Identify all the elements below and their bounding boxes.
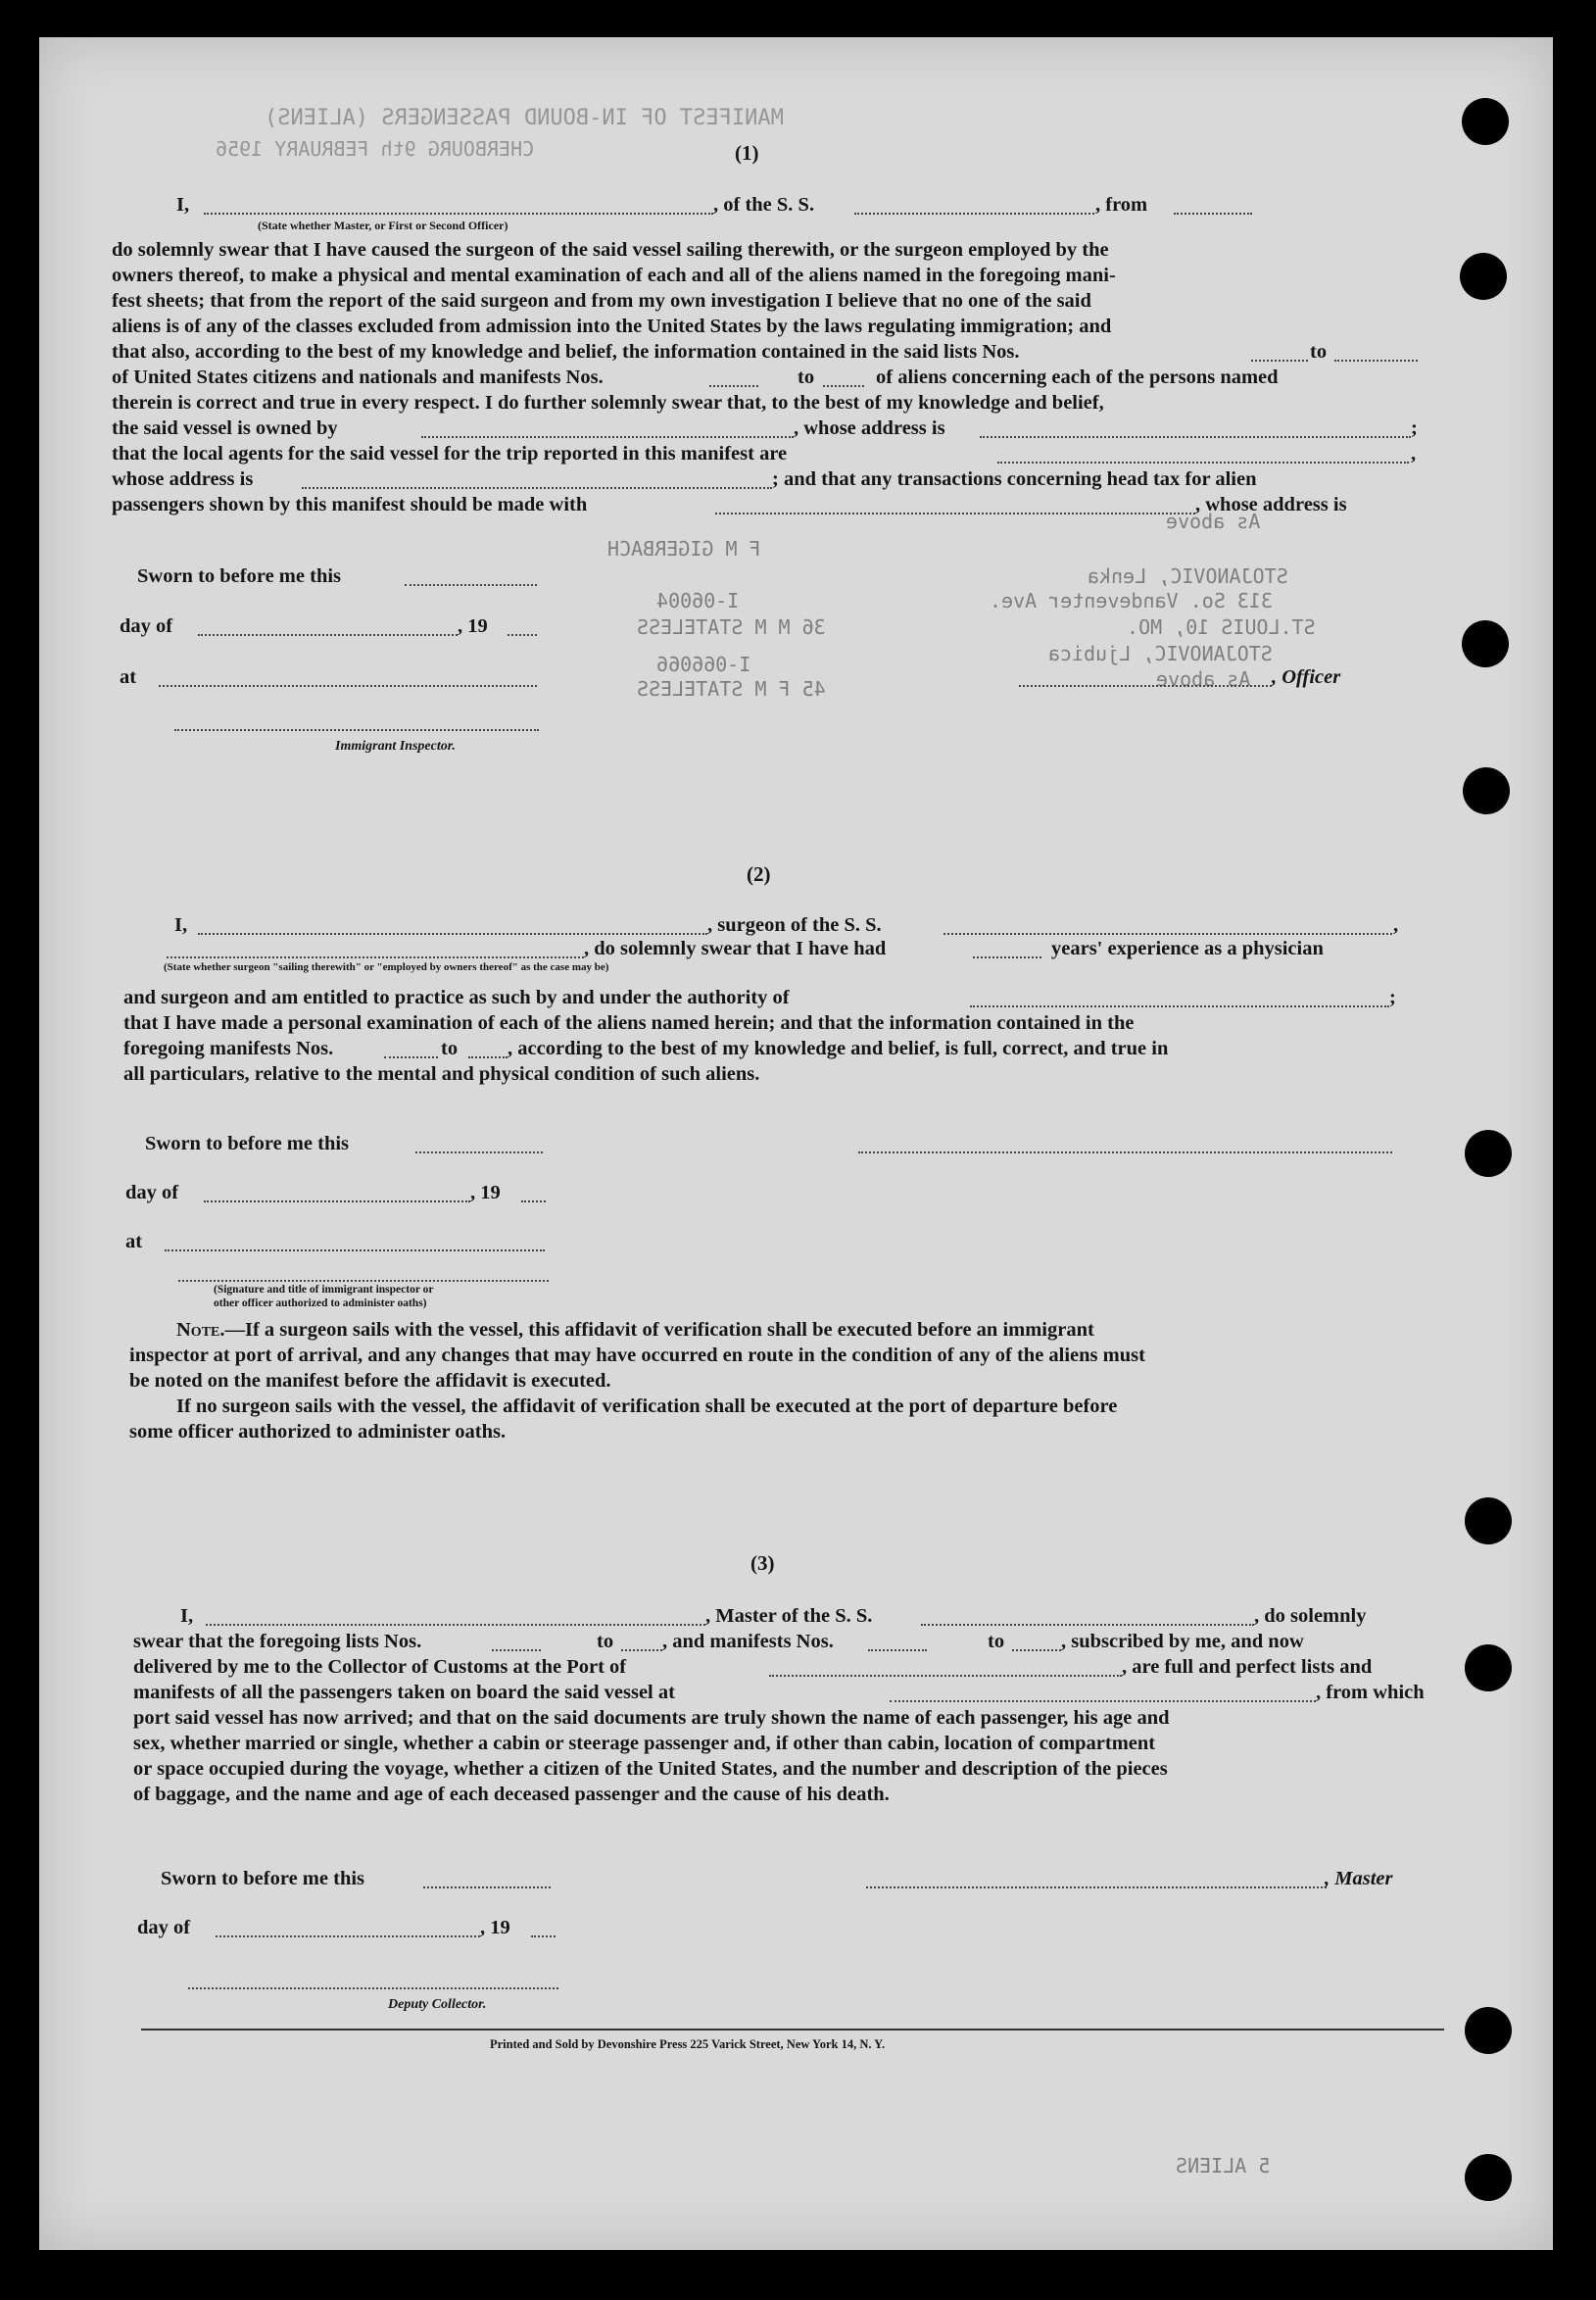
section2-body-line: and surgeon and am entitled to practice as such by and under the authority of [123,987,790,1008]
section1-body-line: that the local agents for the said vessel for the trip reported in this manifest are [112,443,788,465]
year-label: , 19 [458,615,488,637]
master-label: , Master [1325,1868,1393,1889]
bleed-through-text: I-066066 [656,653,751,676]
section1-body-line: owners thereof, to make a physical and mental examination of each and all of the aliens named in the foregoing mani- [112,265,1116,286]
bleed-through-text: I-06004 [656,589,740,612]
section3-body-line: of baggage, and the name and age of each deceased passenger and the cause of his death. [133,1784,890,1805]
to-word: to [798,367,815,388]
surgeon-name-field[interactable] [198,919,707,935]
sworn-label: Sworn to before me this [161,1868,365,1889]
section3-line1-master: , Master of the S. S. [705,1605,873,1627]
vessel-field[interactable] [854,199,1094,215]
section1-body-line: that also, according to the best of my knowledge and belief, the information contained in the said lists Nos. [112,341,1020,363]
section3-body-line: manifests of all the passengers taken on board the said vessel at [133,1682,675,1703]
section-number: (1) [735,141,759,165]
to-word: to [988,1631,1005,1652]
bleed-through-header-date: CHERBOURG 9th FEBRUARY 1956 [216,137,535,161]
section3-line1-i: I, [180,1605,194,1627]
note-text: —If a surgeon sails with the vessel, this affidavit of verification shall be executed before an immigrant [224,1319,1094,1341]
inspector-signature-line[interactable] [178,1280,549,1282]
owner-field[interactable] [421,422,794,438]
note-line: inspector at port of arrival, and any changes that may have occurred en route in the condition of any of the aliens must [129,1345,1145,1366]
bleed-through-text: 5 ALIENS [1176,2154,1271,2178]
punch-hole [1465,1644,1512,1691]
s3-lists-to-field[interactable] [621,1636,662,1651]
section1-line1-i: I, [176,194,190,216]
note2-line: If no surgeon sails with the vessel, the affidavit of verification shall be executed at the port of departure before [176,1395,1118,1417]
punch-hole [1462,98,1509,145]
note-line [176,1317,1094,1343]
subscribed-text: , subscribed by me, and now [1061,1631,1304,1652]
sworn-date-field[interactable] [423,1873,551,1888]
officer-signature-field[interactable] [1019,671,1272,687]
head-tax-party-field[interactable] [715,499,1195,514]
at-label: at [120,666,137,688]
bleed-through-text: 45 F M STATELESS [637,677,826,701]
semicolon: ; [1411,417,1418,439]
comma: , [1411,443,1417,465]
section2-line1-surgeon: , surgeon of the S. S. [707,914,882,936]
deputy-collector-caption: Deputy Collector. [388,1997,487,2012]
section1-body-line: do solemnly swear that I have caused the surgeon of the said vessel sailing therewith, or the surgeon employed by the [112,239,1109,261]
punch-hole [1465,1497,1512,1544]
year-field[interactable] [531,1922,556,1937]
section2-line1-i: I, [174,914,188,936]
section3-body-line: port said vessel has now arrived; and that on the said documents are truly shown the name of each passenger, his age and [133,1707,1170,1729]
section2-body-line: foregoing manifests Nos. [123,1038,334,1059]
printer-imprint: Printed and Sold by Devonshire Press 225 Varick Street, New York 14, N. Y. [490,2037,886,2051]
section1-line1-from: , from [1095,194,1148,216]
bleed-through-header: MANIFEST OF IN-BOUND PASSENGERS (ALIENS) [265,106,784,130]
port-field[interactable] [769,1661,1122,1677]
section1-line1-of: , of the S. S. [713,194,815,216]
section1-body-line: fest sheets; that from the report of the said surgeon and from my own investigation I believe that no one of the said [112,290,1091,312]
and-manifests-text: , and manifests Nos. [662,1631,834,1652]
s3-lists-from-field[interactable] [492,1636,541,1651]
lists-from-field[interactable] [1251,346,1308,362]
section1-body-line: the said vessel is owned by [112,417,338,439]
bleed-through-text: 313 So. Vandeventer Ave. [990,589,1273,612]
s3-manifests-from-field[interactable] [868,1636,927,1651]
to-word: to [441,1038,459,1059]
surgeon-signature-field[interactable] [858,1138,1392,1153]
whose-address-text: , whose address is [1195,494,1347,515]
section2-line2-swear: , do solemnly swear that I have had [584,938,887,959]
according-text: , according to the best of my knowledge and belief, is full, correct, and true in [508,1038,1169,1059]
note-line: be noted on the manifest before the affidavit is executed. [129,1370,611,1392]
sworn-date-field[interactable] [405,570,537,586]
bleed-through-text: As above [1156,667,1251,691]
punch-hole [1462,620,1509,667]
s2-manifests-from-field[interactable] [384,1043,438,1058]
at-field[interactable] [165,1236,545,1251]
agents-address-field[interactable] [302,473,772,489]
section1-body-line: of United States citizens and nationals and manifests Nos. [112,367,604,388]
manifests-from-field[interactable] [709,371,758,387]
surgeon-vessel-field[interactable] [943,919,1392,935]
to-word: to [1310,341,1328,363]
section3-body-line: or space occupied during the voyage, whether a citizen of the United States, and the number and description of the pieces [133,1758,1168,1780]
day-of-label: day of [120,615,173,637]
master-signature-field[interactable] [866,1873,1327,1888]
section3-line1-swear: , do solemnly [1254,1605,1367,1627]
section1-body-line: aliens is of any of the classes excluded from admission into the United States by the laws regulating immigration; and [112,316,1112,337]
day-of-label: day of [137,1917,191,1938]
to-word: to [597,1631,614,1652]
surgeon-type-field[interactable] [167,943,584,958]
inspector-caption: Immigrant Inspector. [335,739,456,754]
s3-manifests-to-field[interactable] [1012,1636,1061,1651]
bleed-through-text: STOJANOVIC, Ljubica [1048,642,1273,665]
agents-field[interactable] [997,448,1409,464]
sworn-label: Sworn to before me this [145,1133,350,1154]
footer-rule [141,2029,1444,2031]
from-which-text: , from which [1316,1682,1425,1703]
section2-body-line: that I have made a personal examination of each of the aliens named herein; and that the information contained in the [123,1012,1135,1034]
punch-hole [1463,767,1510,814]
surgeon-caption: (State whether surgeon "sailing therewith" or "employed by owners thereof" as the case may be) [164,961,609,973]
year-label: , 19 [470,1182,501,1203]
owner-address-field[interactable] [980,422,1411,438]
s2-manifests-to-field[interactable] [468,1043,508,1058]
manifests-to-field[interactable] [823,371,864,387]
bleed-through-text: 36 M M STATELESS [637,615,826,639]
section3-body-line: swear that the foregoing lists Nos. [133,1631,422,1652]
head-tax-text: ; and that any transactions concerning head tax for alien [772,468,1257,490]
sworn-date-field[interactable] [415,1138,543,1153]
day-of-field[interactable] [216,1922,480,1937]
section3-body-line: delivered by me to the Collector of Customs at the Port of [133,1656,627,1678]
deputy-collector-signature-line[interactable] [188,1987,558,1989]
section-number: (2) [747,862,771,886]
full-perfect-text: , are full and perfect lists and [1122,1656,1373,1678]
section3-body-line: sex, whether married or single, whether a cabin or steerage passenger and, if other than cabin, location of compartment [133,1733,1156,1754]
punch-hole [1465,1130,1512,1177]
officer-field[interactable] [204,199,713,215]
whose-address-text: , whose address is [794,417,945,439]
years-field[interactable] [973,943,1041,958]
year-label: , 19 [480,1917,510,1938]
sworn-label: Sworn to before me this [137,565,342,587]
authority-field[interactable] [970,992,1389,1007]
day-of-field[interactable] [198,620,458,636]
bleed-through-text: ST.LOUIS 10, MO. [1127,615,1316,639]
day-of-label: day of [125,1182,179,1203]
bleed-through-text: STOJANOVIC, Lenka [1088,564,1288,588]
section2-line2-years: years' experience as a physician [1051,938,1324,959]
master-name-field[interactable] [206,1610,705,1626]
concerning-text: of aliens concerning each of the persons named [876,367,1279,388]
officer-caption: (State whether Master, or First or Second Officer) [258,219,508,232]
year-field[interactable] [521,1187,546,1202]
master-vessel-field[interactable] [921,1610,1254,1626]
semicolon: ; [1389,987,1396,1008]
section1-body-line: passengers shown by this manifest should be made with [112,494,588,515]
year-field[interactable] [508,620,537,636]
lists-to-field[interactable] [1334,346,1418,362]
signature-caption: other officer authorized to administer oaths) [214,1297,427,1309]
comma: , [1393,914,1399,936]
section1-body-line: therein is correct and true in every respect. I do further solemnly swear that, to the best of my knowledge and belief, [112,392,1104,414]
section-number: (3) [750,1551,775,1575]
note2-line: some officer authorized to administer oaths. [129,1421,507,1443]
section2-body-line: all particulars, relative to the mental and physical condition of such aliens. [123,1063,760,1085]
punch-hole [1465,2007,1512,2054]
punch-hole [1460,253,1507,300]
signature-caption: (Signature and title of immigrant inspector or [214,1284,434,1296]
punch-hole [1465,2154,1512,2201]
officer-label: , Officer [1272,666,1341,688]
day-of-field[interactable] [204,1187,470,1202]
port-taken-field[interactable] [890,1687,1316,1702]
bleed-through-text: F M GIGERBACH [607,537,761,561]
section1-body-line: whose address is [112,468,254,490]
bleed-through-text: As above [1166,510,1261,533]
note-label: Note. [176,1319,225,1341]
inspector-signature-line[interactable] [174,729,539,731]
at-label: at [125,1231,143,1252]
at-field[interactable] [159,671,537,687]
document-sheet [39,37,1553,2250]
from-field[interactable] [1174,199,1252,215]
